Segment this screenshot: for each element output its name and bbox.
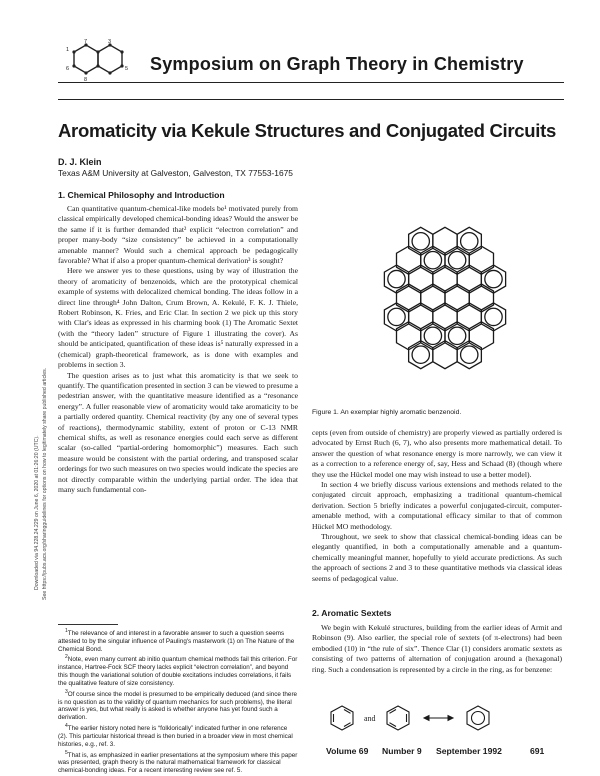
aromatic-sextet-circle <box>388 308 405 325</box>
author-affiliation: Texas A&M University at Galveston, Galveston, TX 77553-1675 <box>58 168 293 178</box>
download-notice-link[interactable]: See https://pubs.acs.org/sharingguidelines for options on how to legitimately share published articles. <box>42 367 48 600</box>
aromatic-sextet-circle <box>461 233 478 250</box>
benzenoid-ring <box>457 303 481 331</box>
aromatic-sextet-circle <box>448 327 465 344</box>
footer-page-number: 691 <box>530 746 545 756</box>
figure-1-caption: Figure 1. An exemplar highly aromatic benzenoid. <box>312 409 462 416</box>
paragraph: Here we answer yes to these questions, using by way of illustration the theory of aromaticity of benzenoids, which are the prototypical chemical example of systems with delocalized chemical bonding. The ideas follow in a direct line through⁴ John Dalton, Crum Brown, A. Kekulé, F. K. J. Thiele, Robert Robinson, K. Fries, and Eric Clar. In section 2 we pick up this story with Clar's ideas as expressed in his charming book (1) The Aromatic Sextet (with the “theory laden” structure of Figure 1 illustrating the cover). As should be anticipated, quantification of these ideas is⁵ naturally expressed in a (chemical) graph-theoretical framework, as is done with examples and problems in section 3. <box>58 266 298 370</box>
benzenoid-rings <box>384 227 505 368</box>
footer-date: September 1992 <box>436 746 502 756</box>
benzenoid-ring <box>397 322 421 350</box>
benzenoid-ring <box>469 246 493 274</box>
section-2-text <box>312 623 562 703</box>
paragraph: We begin with Kekulé structures, building from the earlier ideas of Armit and Robinson (9). Also earlier, the special role of sextets (of π-electrons) had been embodied (10) in “the rule of six”. Thence Clar (1) considers aromatic sextets as consisting of two patterns of alternation of conjugation around a (hexagonal) ring. Such a condensation is represented by a circle in the ring, as for benzene: <box>312 623 562 674</box>
benzenoid-figure <box>360 196 530 400</box>
aromatic-sextet-circle <box>388 270 405 287</box>
paragraph: Throughout, we seek to show that classical chemical-bonding ideas can be elegantly quantified, in both a computationally amenable and a quantum-chemically meaningful manner, hopefully to yield accurate predictions. As such the approach of sections 2 and 3 to these quantitative methods via classical ideas seems of pedagogical value. <box>312 532 562 583</box>
logo-number: 5 <box>125 66 129 72</box>
benzenoid-ring <box>433 303 457 331</box>
right-column-text <box>312 428 562 598</box>
benzenoid-ring <box>445 284 469 312</box>
benzenoid-ring <box>397 246 421 274</box>
download-notice-line: Downloaded via 94.228.24.229 on June 6, 2020 at 01:26:20 (UTC). <box>34 435 40 590</box>
download-notice <box>8 190 52 610</box>
footnote: $^3$Of course since the model is presumed to be empirically deduced (and since there is no question as to the validity of quantum mechanics for such problems), the literal answer is yes, but what really is asked is whether anyone has yet found such a derivation. <box>58 688 298 722</box>
benzene-kekule-structures <box>322 704 562 732</box>
benzenoid-ring <box>421 284 445 312</box>
benzenoid-ring <box>433 265 457 293</box>
paragraph: The question arises as to just what this aromaticity is that we seek to quantify. The quantification presented in section 3 can be viewed to presume a pedestrian answer, with the quantitative measure identified as a “resonance energy”. A fuller reasonable view of aromaticity would take aromaticity to be a partially ordered quantity. Chemical reactivity (by any one of several types of reactions), thermodynamic stability, extent of proton or C-13 NMR chemical shifts, as well as resonance energies could each serve as different scalar (so-called “partial-ordering homomorphic”) measures. Each such measure would be consistent with the partial ordering, and transposed scalar orderings for two such measures on two species would indicate the species are not directly comparable within the underlying partial order. The idea that many such fundamental con- <box>58 370 298 494</box>
header-rule-top <box>58 82 564 83</box>
aromatic-sextet-circle <box>424 327 441 344</box>
symposium-title: Symposium on Graph Theory in Chemistry <box>150 54 524 74</box>
footnote-separator <box>58 624 118 625</box>
article-title: Aromaticity via Kekule Structures and Conjugated Circuits <box>58 120 556 141</box>
benzenoid-ring <box>469 284 493 312</box>
graph-logo-icon <box>62 40 134 86</box>
logo-number: 8 <box>84 77 88 83</box>
footnote: $^2$Note, even many current ab initio quantum chemical methods fail this criterion. For instance, Hartree-Fock SCF theory lacks explicit “electron correlation”, and beyond this though the variational solution of double excitations includes correlations, it fails the qualitative feature of size consistency. <box>58 654 298 687</box>
footer-volume: Volume 69 <box>326 746 369 756</box>
benzenoid-ring <box>457 265 481 293</box>
aromatic-sextet-circle <box>424 252 441 269</box>
paragraph: Can quantitative quantum-chemical-like models be¹ motivated purely from classical empirically developed chemical-bonding ideas? Would the answer be the same if it is further demanded that² explicit “electron correlation” and proper many-body “size consistency” be achieved in a computationally amenable manner? Would such a chemical approach be pedagogically favorable? What if also a proper quantum-chemical derivation³ is sought? <box>58 204 298 266</box>
aromatic-sextet-circle <box>412 233 429 250</box>
footnote: $^4$The earlier history noted here is “folklorically” indicated further in one reference (2). This particular historical thread is then buried in a broader view in most chemical histories, e.g., ref. 3. <box>58 723 293 748</box>
logo-number: 6 <box>66 66 70 72</box>
section-1-heading: 1. Chemical Philosophy and Introduction <box>58 190 225 200</box>
left-column-text <box>58 204 298 622</box>
benzenoid-ring <box>409 303 433 331</box>
footnotes <box>58 628 298 775</box>
benzenoid-ring <box>409 265 433 293</box>
benzenoid-ring <box>469 322 493 350</box>
resonance-arrow-icon <box>424 716 453 721</box>
section-2-heading: 2. Aromatic Sextets <box>312 608 392 618</box>
paragraph: In section 4 we briefly discuss various extensions and methods related to the conjugated circuit approach, emphasizing a traditional quantum-chemical derivation. Section 5 briefly indicates a powerful conjugated-circuit, computer-amenable method, with a computational efficacy similar to that of common Hückel MO methodology. <box>312 480 562 531</box>
footer-number: Number 9 <box>382 746 422 756</box>
paragraph: cepts (even from outside of chemistry) are properly viewed as partially ordered is advocated by Ernst Ruch (6, 7), who also presents more mathematical detail. To answer the question of what resonance energy is more narrowly, we can view it as a correction to a reference energy of, say, Hess and Schaad (8) (though where they use the Hückel model one may wish instead to use a better model). <box>312 428 562 479</box>
aromatic-sextet-circle <box>485 308 502 325</box>
footnote: $^1$The relevance of and interest in a favorable answer to such a question seems attested to by the singular influence of Pauling's masterwork (1) on The Nature of the Chemical Bond. <box>58 628 295 653</box>
logo-number: 7 <box>84 39 88 45</box>
aromatic-sextet-circle <box>461 346 478 363</box>
header-rule-bottom <box>58 99 564 100</box>
and-label: and <box>364 714 376 723</box>
logo-number: 1 <box>66 47 70 53</box>
aromatic-sextet-circle <box>412 346 429 363</box>
benzenoid-ring <box>397 284 421 312</box>
footnote: $^5$That is, as emphasized in earlier presentations at the symposium where this paper was presented, graph theory is the natural mathematical framework for classical chemical-bonding ideas. For a recent interesting review see ref. 5. <box>58 749 298 775</box>
logo-number: 3 <box>108 39 112 45</box>
benzenoid-ring <box>433 341 457 369</box>
aromatic-sextet-circle <box>485 270 502 287</box>
aromatic-sextet-circle <box>448 252 465 269</box>
benzenoid-ring <box>433 227 457 255</box>
author-name: D. J. Klein <box>58 157 102 167</box>
